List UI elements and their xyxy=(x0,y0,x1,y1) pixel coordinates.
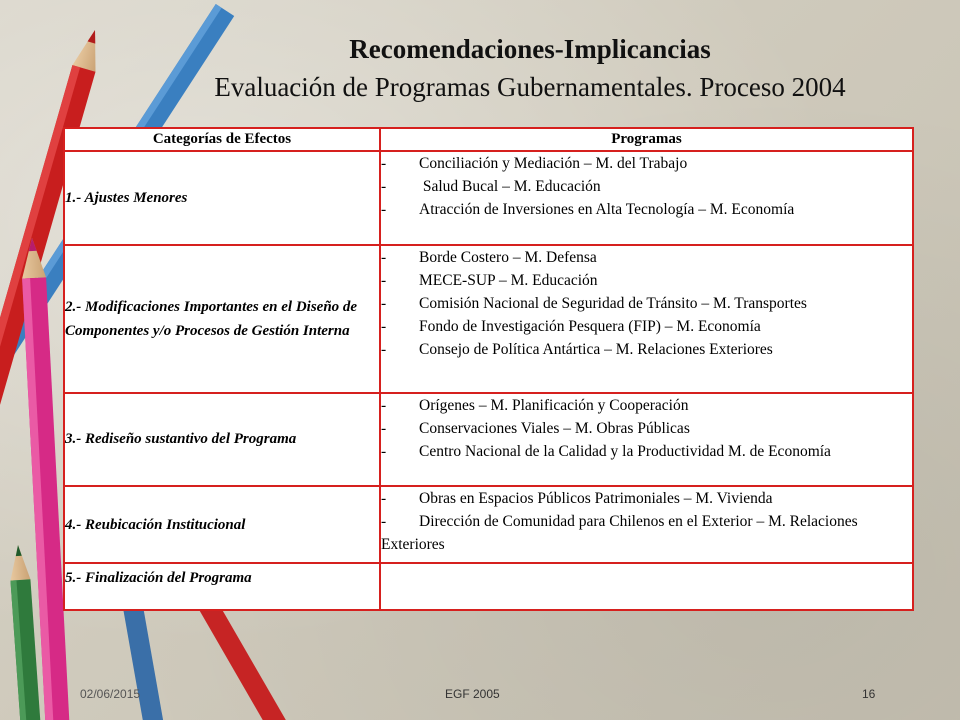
table-row xyxy=(64,563,913,610)
bullet-dash: - xyxy=(381,490,387,508)
bullet-dash: - xyxy=(381,419,387,437)
bullet-dash: - xyxy=(381,248,387,266)
program-item: - Consejo de Política Antártica – M. Relaciones Exteriores xyxy=(381,338,912,361)
header-programs: Programas xyxy=(380,128,913,151)
bullet-dash: - xyxy=(381,396,387,414)
program-item: - Conciliación y Mediación – M. del Trabajo xyxy=(381,152,912,175)
program-item: - Orígenes – M. Planificación y Cooperación xyxy=(381,394,912,417)
program-item: - Comisión Nacional de Seguridad de Tránsito – M. Transportes xyxy=(381,294,807,312)
category-cell: 5.- Finalización del Programa xyxy=(64,563,380,610)
bullet-dash: - xyxy=(381,271,387,289)
category-cell: 2.- Modificaciones Importantes en el Diseño de Componentes y/o Procesos de Gestión Interna xyxy=(64,245,380,393)
slide-title: Recomendaciones-Implicancias xyxy=(349,34,711,64)
program-item: - Dirección de Comunidad para Chilenos en el Exterior – M. Relaciones Exteriores xyxy=(381,513,858,554)
program-item: - MECE-SUP – M. Educación xyxy=(381,269,912,292)
bottom-red-pencil xyxy=(196,595,363,720)
footer-page-number: 16 xyxy=(862,687,876,701)
programs-cell xyxy=(380,563,913,610)
bullet-dash: - xyxy=(381,178,387,196)
programs-cell xyxy=(380,151,913,244)
bullet-dash: - xyxy=(381,155,387,173)
bullet-dash: - xyxy=(381,317,387,335)
programs-cell xyxy=(380,486,913,563)
category-cell: 3.- Rediseño sustantivo del Programa xyxy=(64,393,380,486)
effects-table xyxy=(63,127,914,611)
category-cell: 1.- Ajustes Menores xyxy=(64,151,380,244)
program-item: - Centro Nacional de la Calidad y la Productividad M. de Economía xyxy=(381,442,831,460)
programs-cell xyxy=(380,245,913,393)
bullet-dash: - xyxy=(381,201,387,219)
table-row xyxy=(64,151,913,244)
effects-table-box xyxy=(63,127,912,611)
program-item: - Fondo de Investigación Pesquera (FIP) – M. Economía xyxy=(381,315,912,338)
program-item: - Borde Costero – M. Defensa xyxy=(381,246,912,269)
table-header-row xyxy=(64,128,913,151)
category-cell: 4.- Reubicación Institucional xyxy=(64,486,380,563)
program-item: - Obras en Espacios Públicos Patrimoniales – M. Vivienda xyxy=(381,487,912,510)
programs-cell xyxy=(380,393,913,486)
footer-date: 02/06/2015 xyxy=(80,687,141,701)
program-item: - Conservaciones Viales – M. Obras Públicas xyxy=(381,417,912,440)
program-item: - Atracción de Inversiones en Alta Tecnología – M. Economía xyxy=(381,198,912,221)
bullet-dash: - xyxy=(381,340,387,358)
program-item: - Salud Bucal – M. Educación xyxy=(381,175,912,198)
footer-org: EGF 2005 xyxy=(445,687,500,701)
table-row xyxy=(64,393,913,486)
table-row xyxy=(64,245,913,393)
slide-subtitle: Evaluación de Programas Gubernamentales. Proceso 2004 xyxy=(214,72,846,102)
header-categories: Categorías de Efectos xyxy=(64,128,380,151)
table-row xyxy=(64,486,913,563)
